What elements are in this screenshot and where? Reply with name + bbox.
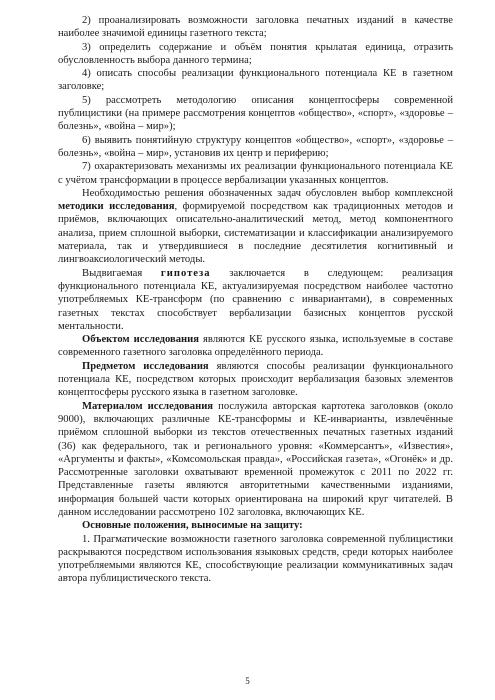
object-text: являются КЕ русского языка, используемые в составе современного газетного заголовка определённого периода. (58, 334, 453, 359)
task-item-7: 7) охарактеризовать механизмы их реализации функционального потенциала КЕ с учётом трансформации в процессе вербализации указанных концептов. (58, 161, 453, 186)
task-item-5: 5) рассмотреть методологию описания концептосферы современной публицистики (на примере рассмотрения концептов «общество», «спорт», «здоровье – болезнь», «война – мир»); (58, 94, 453, 133)
theses-heading: Основные положения, выносимые на защиту: (82, 520, 303, 532)
task-item-2: 2) проанализировать возможности заголовка печатных изданий в качестве наиболее значимой единицы газетного текста; (58, 15, 453, 40)
hypothesis-text-before: Выдвигаемая (82, 267, 161, 279)
subject-text: являются способы реализации функционального потенциала КЕ, посредством которых происходит вербализация базовых элементов концептосферы русского языка в газетном заголовке. (58, 360, 453, 399)
task-item-4: 4) описать способы реализации функционального потенциала КЕ в газетном заголовке; (58, 68, 453, 93)
task-item-3: 3) определить содержание и объём понятия крылатая единица, отразить обусловленность выбора данного термина; (58, 41, 453, 66)
thesis-1: 1. Прагматические возможности газетного заголовка современной публицистики раскрываются посредством использования языковых средств, среди которых наиболее употребляемыми являются КЕ, способствующие реализации коммуникативных задач автора публицистического текста. (58, 533, 453, 585)
hypothesis-term: гипотеза (160, 267, 211, 279)
page-number: 5 (245, 676, 250, 686)
object-paragraph (58, 333, 453, 360)
material-paragraph (58, 400, 453, 520)
material-text: послужила авторская картотека заголовков (около 9000), включающих различные КЕ-трансформы и КЕ-инварианты, извлечённые приёмом сплошной выборки из текстов отечественных печатных газетных изданий (36) как федерального, так и регионального уровня: «Коммерсантъ», «Известия», «Аргументы и факты», «Комсомольская правда», «Российская газета», «Огонёк» и др. Рассмотренные заголовки охватывают временной промежуток с 2011 по 2022 гг. Представленные газеты являются авторитетными качественными изданиями, информация большей части которых ориентирована на широкий круг читателей. В данном исследовании рассмотрено 102 заголовка, включающих КЕ. (58, 400, 454, 518)
hypothesis-text-after: заключается в следующем: реализация функционального потенциала КЕ, актуализируемая посредством наиболее частотно употребляемых КЕ-трансформ (по сравнению с инвариантами), в современных газетных текстах способствует вербализации базисных концептов русской ментальности. (58, 267, 453, 332)
task-item-6: 6) выявить понятийную структуру концептов «общество», «спорт», «здоровье – болезнь», «война – мир», установив их центр и периферию; (58, 134, 453, 159)
methods-text-before: Необходимостью решения обозначенных задач обусловлен выбор комплексной (82, 187, 453, 199)
methods-paragraph (58, 187, 453, 267)
subject-term: Предметом исследования (82, 360, 209, 372)
methods-text-after: , формируемой посредством как традиционных методов и приёмов, включающих описательно-аналитический метод, метод компонентного анализа, прием сплошной выборки, систематизации и классификации анализируемого материала, так и утвердившиеся в последние десятилетия когнитивный и лингвоаксиологический методы. (58, 201, 453, 266)
material-term: Материалом исследования (82, 400, 214, 412)
hypothesis-paragraph (58, 267, 453, 333)
subject-paragraph (58, 360, 453, 400)
object-term: Объектом исследования (82, 334, 200, 346)
methods-term: методики исследования (58, 201, 175, 213)
